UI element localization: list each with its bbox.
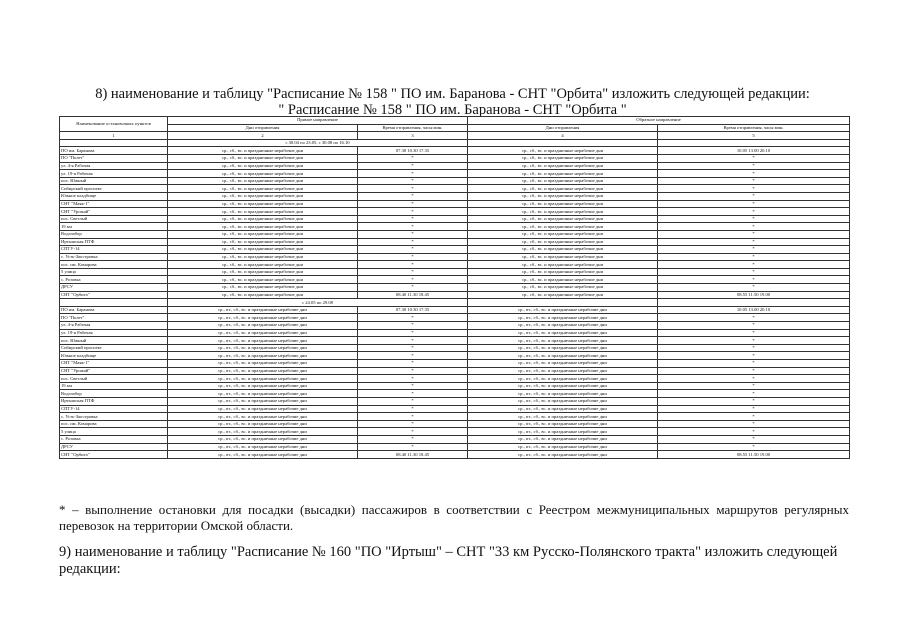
col-num: 3 bbox=[358, 132, 468, 140]
days-back-cell: ср., сб., вс. и праздничные нерабочие дни bbox=[468, 192, 658, 200]
table-row bbox=[60, 405, 850, 413]
days-cell: ср., пт., сб., вс. и праздничные нерабочие дни bbox=[168, 397, 358, 405]
section-8-heading: 8) наименование и таблицу "Расписание № 158 " ПО им. Баранова - СНТ "Орбита" изложить следующей редакции: bbox=[95, 86, 810, 102]
stop-name: 19 км bbox=[60, 382, 168, 390]
stop-name: ул. 19-я Рабочая bbox=[60, 329, 168, 337]
time-back-cell: * bbox=[658, 360, 850, 368]
stop-name: 5 улица bbox=[60, 428, 168, 436]
days-cell: ср., сб., вс. и праздничные нерабочие дни bbox=[168, 284, 358, 292]
time-back-cell: * bbox=[658, 185, 850, 193]
days-back-cell: ср., пт., сб., вс. и праздничные нерабочие дни bbox=[468, 337, 658, 345]
time-cell: * bbox=[358, 352, 468, 360]
time-back-cell: * bbox=[658, 200, 850, 208]
time-cell: * bbox=[358, 192, 468, 200]
stop-name: ДРСУ bbox=[60, 284, 168, 292]
stop-name: Сибирский проспект bbox=[60, 344, 168, 352]
stop-name: Водозабор bbox=[60, 230, 168, 238]
time-cell: * bbox=[358, 443, 468, 451]
col-num: 4 bbox=[468, 132, 658, 140]
time-cell: * bbox=[358, 223, 468, 231]
stop-name: ПО "Полет" bbox=[60, 154, 168, 162]
stop-name: пос. Южный bbox=[60, 337, 168, 345]
days-back-cell: ср., сб., вс. и праздничные нерабочие дни bbox=[468, 185, 658, 193]
schedule-title: " Расписание № 158 " ПО им. Баранова - СНТ "Орбита " bbox=[278, 102, 627, 118]
time-cell: 07.30 10.30 17.35 bbox=[358, 306, 468, 314]
table-row bbox=[60, 451, 850, 459]
days-back-cell: ср., пт., сб., вс. и праздничные нерабочие дни bbox=[468, 443, 658, 451]
days-cell: ср., сб., вс. и праздничные нерабочие дни bbox=[168, 238, 358, 246]
time-back-cell: * bbox=[658, 375, 850, 383]
days-back-cell: ср., пт., сб., вс. и праздничные нерабочие дни bbox=[468, 413, 658, 421]
days-cell: ср., пт., сб., вс. и праздничные нерабочие дни bbox=[168, 329, 358, 337]
table-row bbox=[60, 337, 850, 345]
stop-name: Сибирский проспект bbox=[60, 185, 168, 193]
stop-name: ул. 4-я Рабочая bbox=[60, 322, 168, 330]
table-row bbox=[60, 268, 850, 276]
days-back-cell: ср., пт., сб., вс. и праздничные нерабочие дни bbox=[468, 367, 658, 375]
table-row bbox=[60, 344, 850, 352]
time-back-cell: * bbox=[658, 443, 850, 451]
table-row bbox=[60, 200, 850, 208]
time-cell: 08.40 11.30 18.45 bbox=[358, 291, 468, 299]
table-row bbox=[60, 246, 850, 254]
days-cell: ср., сб., вс. и праздничные нерабочие дни bbox=[168, 246, 358, 254]
time-cell: * bbox=[358, 200, 468, 208]
time-cell: * bbox=[358, 230, 468, 238]
time-back-cell: * bbox=[658, 435, 850, 443]
time-back-cell: * bbox=[658, 230, 850, 238]
table-row bbox=[60, 208, 850, 216]
time-back-cell: * bbox=[658, 268, 850, 276]
time-back-cell: 10.05 13.00 20.10 bbox=[658, 147, 850, 155]
days-back-cell: ср., пт., сб., вс. и праздничные нерабочие дни bbox=[468, 360, 658, 368]
days-back-cell: ср., пт., сб., вс. и праздничные нерабочие дни bbox=[468, 329, 658, 337]
days-cell: ср., пт., сб., вс. и праздничные нерабочие дни bbox=[168, 390, 358, 398]
days-cell: ср., пт., сб., вс. и праздничные нерабочие дни bbox=[168, 382, 358, 390]
days-cell: ср., пт., сб., вс. и праздничные нерабочие дни bbox=[168, 337, 358, 345]
days-cell: ср., сб., вс. и праздничные нерабочие дни bbox=[168, 147, 358, 155]
stop-name: СНТ "Маяк-1" bbox=[60, 360, 168, 368]
days-back-cell: ср., пт., сб., вс. и праздничные нерабочие дни bbox=[468, 435, 658, 443]
time-cell: * bbox=[358, 435, 468, 443]
days-cell: ср., пт., сб., вс. и праздничные нерабочие дни bbox=[168, 314, 358, 322]
table-row bbox=[60, 154, 850, 162]
days-cell: ср., пт., сб., вс. и праздничные нерабочие дни bbox=[168, 435, 358, 443]
time-cell: 08.40 11.30 18.45 bbox=[358, 451, 468, 459]
days-cell: ср., пт., сб., вс. и праздничные нерабочие дни bbox=[168, 360, 358, 368]
days-cell: ср., пт., сб., вс. и праздничные нерабочие дни bbox=[168, 322, 358, 330]
time-back-cell: * bbox=[658, 337, 850, 345]
time-cell: * bbox=[358, 390, 468, 398]
time-back-cell: * bbox=[658, 170, 850, 178]
time-cell: * bbox=[358, 238, 468, 246]
schedule-table bbox=[59, 116, 850, 459]
period-row bbox=[60, 139, 850, 147]
days-cell: ср., сб., вс. и праздничные нерабочие дни bbox=[168, 154, 358, 162]
stop-name: ПО им. Баранова bbox=[60, 306, 168, 314]
header-time: Время отправления, часы:мин. bbox=[358, 124, 468, 132]
stop-name: с. Усть-Заостровка bbox=[60, 413, 168, 421]
time-cell: * bbox=[358, 329, 468, 337]
table-row bbox=[60, 177, 850, 185]
days-cell: ср., пт., сб., вс. и праздничные нерабочие дни bbox=[168, 405, 358, 413]
stop-name: пос. Южный bbox=[60, 177, 168, 185]
days-back-cell: ср., пт., сб., вс. и праздничные нерабочие дни bbox=[468, 420, 658, 428]
table-row bbox=[60, 223, 850, 231]
time-back-cell: * bbox=[658, 413, 850, 421]
table-row bbox=[60, 443, 850, 451]
time-back-cell: * bbox=[658, 382, 850, 390]
days-back-cell: ср., сб., вс. и праздничные нерабочие дни bbox=[468, 238, 658, 246]
days-cell: ср., сб., вс. и праздничные нерабочие дни bbox=[168, 276, 358, 284]
time-cell: * bbox=[358, 428, 468, 436]
section-9-heading: 9) наименование и таблицу "Расписание № 160 "ПО "Иртыш" – СНТ "33 км Русско-Полянского тракта" изложить следующей редакции: bbox=[59, 544, 838, 577]
time-back-cell: * bbox=[658, 208, 850, 216]
col-num: 5 bbox=[658, 132, 850, 140]
time-back-cell: * bbox=[658, 162, 850, 170]
time-back-cell: * bbox=[658, 344, 850, 352]
table-row bbox=[60, 276, 850, 284]
time-cell: * bbox=[358, 360, 468, 368]
days-cell: ср., пт., сб., вс. и праздничные нерабочие дни bbox=[168, 413, 358, 421]
stop-name: СПТУ-14 bbox=[60, 405, 168, 413]
days-cell: ср., пт., сб., вс. и праздничные нерабочие дни bbox=[168, 344, 358, 352]
days-cell: ср., пт., сб., вс. и праздничные нерабочие дни bbox=[168, 367, 358, 375]
table-row bbox=[60, 291, 850, 299]
stop-name: ул. 4-я Рабочая bbox=[60, 162, 168, 170]
col-num: 1 bbox=[60, 132, 168, 140]
stop-name: СНТ "Орбита" bbox=[60, 451, 168, 459]
header-days-back: Дни отправления bbox=[468, 124, 658, 132]
time-back-cell: * bbox=[658, 223, 850, 231]
time-cell: * bbox=[358, 246, 468, 254]
stop-name: Иртышская ПТФ bbox=[60, 238, 168, 246]
table-row bbox=[60, 360, 850, 368]
table-row bbox=[60, 162, 850, 170]
days-cell: ср., сб., вс. и праздничные нерабочие дни bbox=[168, 177, 358, 185]
time-cell: * bbox=[358, 314, 468, 322]
days-back-cell: ср., пт., сб., вс. и праздничные нерабочие дни bbox=[468, 428, 658, 436]
time-cell: * bbox=[358, 367, 468, 375]
time-back-cell: * bbox=[658, 177, 850, 185]
days-back-cell: ср., сб., вс. и праздничные нерабочие дни bbox=[468, 177, 658, 185]
days-cell: ср., сб., вс. и праздничные нерабочие дни bbox=[168, 208, 358, 216]
time-cell: * bbox=[358, 337, 468, 345]
time-cell: * bbox=[358, 253, 468, 261]
days-back-cell: ср., пт., сб., вс. и праздничные нерабочие дни bbox=[468, 451, 658, 459]
table-row bbox=[60, 322, 850, 330]
time-cell: * bbox=[358, 162, 468, 170]
table-row bbox=[60, 192, 850, 200]
stop-name: с. Розовка bbox=[60, 276, 168, 284]
stop-name: пос. Светлый bbox=[60, 215, 168, 223]
time-cell: * bbox=[358, 215, 468, 223]
time-cell: * bbox=[358, 185, 468, 193]
stop-name: ПО им. Баранова bbox=[60, 147, 168, 155]
time-cell: * bbox=[358, 375, 468, 383]
stop-name: 19 км bbox=[60, 223, 168, 231]
days-cell: ср., сб., вс. и праздничные нерабочие дни bbox=[168, 230, 358, 238]
stop-name: ДРСУ bbox=[60, 443, 168, 451]
time-cell: * bbox=[358, 208, 468, 216]
table-row bbox=[60, 329, 850, 337]
days-cell: ср., сб., вс. и праздничные нерабочие дни bbox=[168, 170, 358, 178]
days-cell: ср., пт., сб., вс. и праздничные нерабочие дни bbox=[168, 352, 358, 360]
days-back-cell: ср., сб., вс. и праздничные нерабочие дни bbox=[468, 246, 658, 254]
stop-name: Иртышская ПТФ bbox=[60, 397, 168, 405]
time-cell: * bbox=[358, 405, 468, 413]
time-back-cell: * bbox=[658, 420, 850, 428]
stop-name: Южное кладбище bbox=[60, 352, 168, 360]
time-back-cell: * bbox=[658, 261, 850, 269]
days-cell: ср., сб., вс. и праздничные нерабочие дни bbox=[168, 185, 358, 193]
table-row bbox=[60, 375, 850, 383]
days-back-cell: ср., сб., вс. и праздничные нерабочие дни bbox=[468, 200, 658, 208]
days-back-cell: ср., сб., вс. и праздничные нерабочие дни bbox=[468, 230, 658, 238]
days-cell: ср., пт., сб., вс. и праздничные нерабочие дни bbox=[168, 375, 358, 383]
time-cell: * bbox=[358, 397, 468, 405]
stop-name: Южное кладбище bbox=[60, 192, 168, 200]
time-back-cell: * bbox=[658, 314, 850, 322]
days-back-cell: ср., пт., сб., вс. и праздничные нерабочие дни bbox=[468, 405, 658, 413]
days-back-cell: ср., сб., вс. и праздничные нерабочие дни bbox=[468, 261, 658, 269]
stop-name: пос. им. Комарова bbox=[60, 420, 168, 428]
days-cell: ср., сб., вс. и праздничные нерабочие дни bbox=[168, 162, 358, 170]
table-row bbox=[60, 397, 850, 405]
stop-name: СНТ "Урожай" bbox=[60, 367, 168, 375]
time-back-cell: * bbox=[658, 253, 850, 261]
table-row bbox=[60, 306, 850, 314]
days-back-cell: ср., сб., вс. и праздничные нерабочие дни bbox=[468, 215, 658, 223]
table-row bbox=[60, 413, 850, 421]
header-forward: Прямое направление bbox=[168, 117, 468, 125]
days-back-cell: ср., пт., сб., вс. и праздничные нерабочие дни bbox=[468, 382, 658, 390]
time-cell: * bbox=[358, 413, 468, 421]
time-back-cell: * bbox=[658, 154, 850, 162]
stop-name: СНТ "Орбита" bbox=[60, 291, 168, 299]
days-back-cell: ср., сб., вс. и праздничные нерабочие дни bbox=[468, 276, 658, 284]
days-cell: ср., сб., вс. и праздничные нерабочие дни bbox=[168, 223, 358, 231]
days-cell: ср., сб., вс. и праздничные нерабочие дни bbox=[168, 200, 358, 208]
table-row bbox=[60, 147, 850, 155]
stop-name: СПТУ-14 bbox=[60, 246, 168, 254]
days-back-cell: ср., сб., вс. и праздничные нерабочие дни bbox=[468, 253, 658, 261]
days-back-cell: ср., сб., вс. и праздничные нерабочие дни bbox=[468, 208, 658, 216]
stop-name: ул. 19-я Рабочая bbox=[60, 170, 168, 178]
days-back-cell: ср., пт., сб., вс. и праздничные нерабочие дни bbox=[468, 344, 658, 352]
days-cell: ср., пт., сб., вс. и праздничные нерабочие дни bbox=[168, 428, 358, 436]
time-back-cell: * bbox=[658, 397, 850, 405]
time-back-cell: 08.55 11.50 19.00 bbox=[658, 291, 850, 299]
stop-name: 5 улица bbox=[60, 268, 168, 276]
days-cell: ср., сб., вс. и праздничные нерабочие дни bbox=[168, 253, 358, 261]
table-row bbox=[60, 284, 850, 292]
days-back-cell: ср., сб., вс. и праздничные нерабочие дни bbox=[468, 284, 658, 292]
table-row bbox=[60, 185, 850, 193]
days-cell: ср., сб., вс. и праздничные нерабочие дни bbox=[168, 215, 358, 223]
time-back-cell: * bbox=[658, 276, 850, 284]
days-cell: ср., пт., сб., вс. и праздничные нерабочие дни bbox=[168, 451, 358, 459]
days-cell: ср., сб., вс. и праздничные нерабочие дни bbox=[168, 268, 358, 276]
table-row bbox=[60, 238, 850, 246]
days-back-cell: ср., сб., вс. и праздничные нерабочие дни bbox=[468, 154, 658, 162]
time-cell: * bbox=[358, 382, 468, 390]
stop-name: пос. Светлый bbox=[60, 375, 168, 383]
table-row bbox=[60, 428, 850, 436]
time-back-cell: 08.55 11.50 19.00 bbox=[658, 451, 850, 459]
time-back-cell: * bbox=[658, 215, 850, 223]
period-label: с 24.05 по 29.08 bbox=[168, 299, 468, 307]
stop-name: пос. им. Комарова bbox=[60, 261, 168, 269]
time-back-cell: * bbox=[658, 390, 850, 398]
days-cell: ср., сб., вс. и праздничные нерабочие дни bbox=[168, 192, 358, 200]
time-back-cell: * bbox=[658, 428, 850, 436]
col-num: 2 bbox=[168, 132, 358, 140]
period-label: с 30.04 по 23.05, с 30.08 по 16.10 bbox=[168, 139, 468, 147]
days-back-cell: ср., сб., вс. и праздничные нерабочие дни bbox=[468, 291, 658, 299]
days-back-cell: ср., пт., сб., вс. и праздничные нерабочие дни bbox=[468, 390, 658, 398]
header-stops: Наименование остановочных пунктов bbox=[60, 117, 168, 132]
days-back-cell: ср., сб., вс. и праздничные нерабочие дни bbox=[468, 223, 658, 231]
days-cell: ср., пт., сб., вс. и праздничные нерабочие дни bbox=[168, 443, 358, 451]
time-back-cell: * bbox=[658, 367, 850, 375]
time-back-cell: 10.05 13.00 20.10 bbox=[658, 306, 850, 314]
table-row bbox=[60, 367, 850, 375]
days-back-cell: ср., пт., сб., вс. и праздничные нерабочие дни bbox=[468, 352, 658, 360]
days-cell: ср., сб., вс. и праздничные нерабочие дни bbox=[168, 261, 358, 269]
table-row bbox=[60, 435, 850, 443]
header-time-back: Время отправления, часы:мин. bbox=[658, 124, 850, 132]
time-back-cell: * bbox=[658, 284, 850, 292]
stop-name: с. Усть-Заостровка bbox=[60, 253, 168, 261]
time-cell: 07.30 10.30 17.35 bbox=[358, 147, 468, 155]
time-cell: * bbox=[358, 322, 468, 330]
period-row bbox=[60, 299, 850, 307]
time-back-cell: * bbox=[658, 352, 850, 360]
table-row bbox=[60, 352, 850, 360]
time-back-cell: * bbox=[658, 246, 850, 254]
days-back-cell: ср., пт., сб., вс. и праздничные нерабочие дни bbox=[468, 314, 658, 322]
table-row bbox=[60, 314, 850, 322]
footnote: * – выполнение остановки для посадки (высадки) пассажиров в соответствии с Реестром межмуниципальных маршрутов регулярных перевозок на территории Омской области. bbox=[59, 502, 849, 533]
time-cell: * bbox=[358, 276, 468, 284]
table-row bbox=[60, 215, 850, 223]
days-cell: ср., пт., сб., вс. и праздничные нерабочие дни bbox=[168, 420, 358, 428]
stop-name: ПО "Полет" bbox=[60, 314, 168, 322]
time-back-cell: * bbox=[658, 322, 850, 330]
time-cell: * bbox=[358, 261, 468, 269]
header-days: Дни отправления bbox=[168, 124, 358, 132]
stop-name: с. Розовка bbox=[60, 435, 168, 443]
table-row bbox=[60, 420, 850, 428]
time-back-cell: * bbox=[658, 192, 850, 200]
time-cell: * bbox=[358, 420, 468, 428]
stop-name: Водозабор bbox=[60, 390, 168, 398]
table-row bbox=[60, 261, 850, 269]
days-back-cell: ср., пт., сб., вс. и праздничные нерабочие дни bbox=[468, 375, 658, 383]
stop-name: СНТ "Маяк-1" bbox=[60, 200, 168, 208]
days-back-cell: ср., пт., сб., вс. и праздничные нерабочие дни bbox=[468, 306, 658, 314]
days-back-cell: ср., сб., вс. и праздничные нерабочие дни bbox=[468, 162, 658, 170]
days-back-cell: ср., пт., сб., вс. и праздничные нерабочие дни bbox=[468, 397, 658, 405]
table-row bbox=[60, 170, 850, 178]
table-row bbox=[60, 382, 850, 390]
header-back: Обратное направление bbox=[468, 117, 850, 125]
stop-name: СНТ "Урожай" bbox=[60, 208, 168, 216]
time-cell: * bbox=[358, 154, 468, 162]
time-back-cell: * bbox=[658, 238, 850, 246]
days-cell: ср., сб., вс. и праздничные нерабочие дни bbox=[168, 291, 358, 299]
table-row bbox=[60, 230, 850, 238]
days-cell: ср., пт., сб., вс. и праздничные нерабочие дни bbox=[168, 306, 358, 314]
time-cell: * bbox=[358, 344, 468, 352]
table-row bbox=[60, 253, 850, 261]
time-cell: * bbox=[358, 177, 468, 185]
time-cell: * bbox=[358, 170, 468, 178]
days-back-cell: ср., сб., вс. и праздничные нерабочие дни bbox=[468, 170, 658, 178]
time-back-cell: * bbox=[658, 329, 850, 337]
table-row bbox=[60, 390, 850, 398]
time-back-cell: * bbox=[658, 405, 850, 413]
time-cell: * bbox=[358, 284, 468, 292]
days-back-cell: ср., сб., вс. и праздничные нерабочие дни bbox=[468, 268, 658, 276]
days-back-cell: ср., пт., сб., вс. и праздничные нерабочие дни bbox=[468, 322, 658, 330]
time-cell: * bbox=[358, 268, 468, 276]
days-back-cell: ср., сб., вс. и праздничные нерабочие дни bbox=[468, 147, 658, 155]
